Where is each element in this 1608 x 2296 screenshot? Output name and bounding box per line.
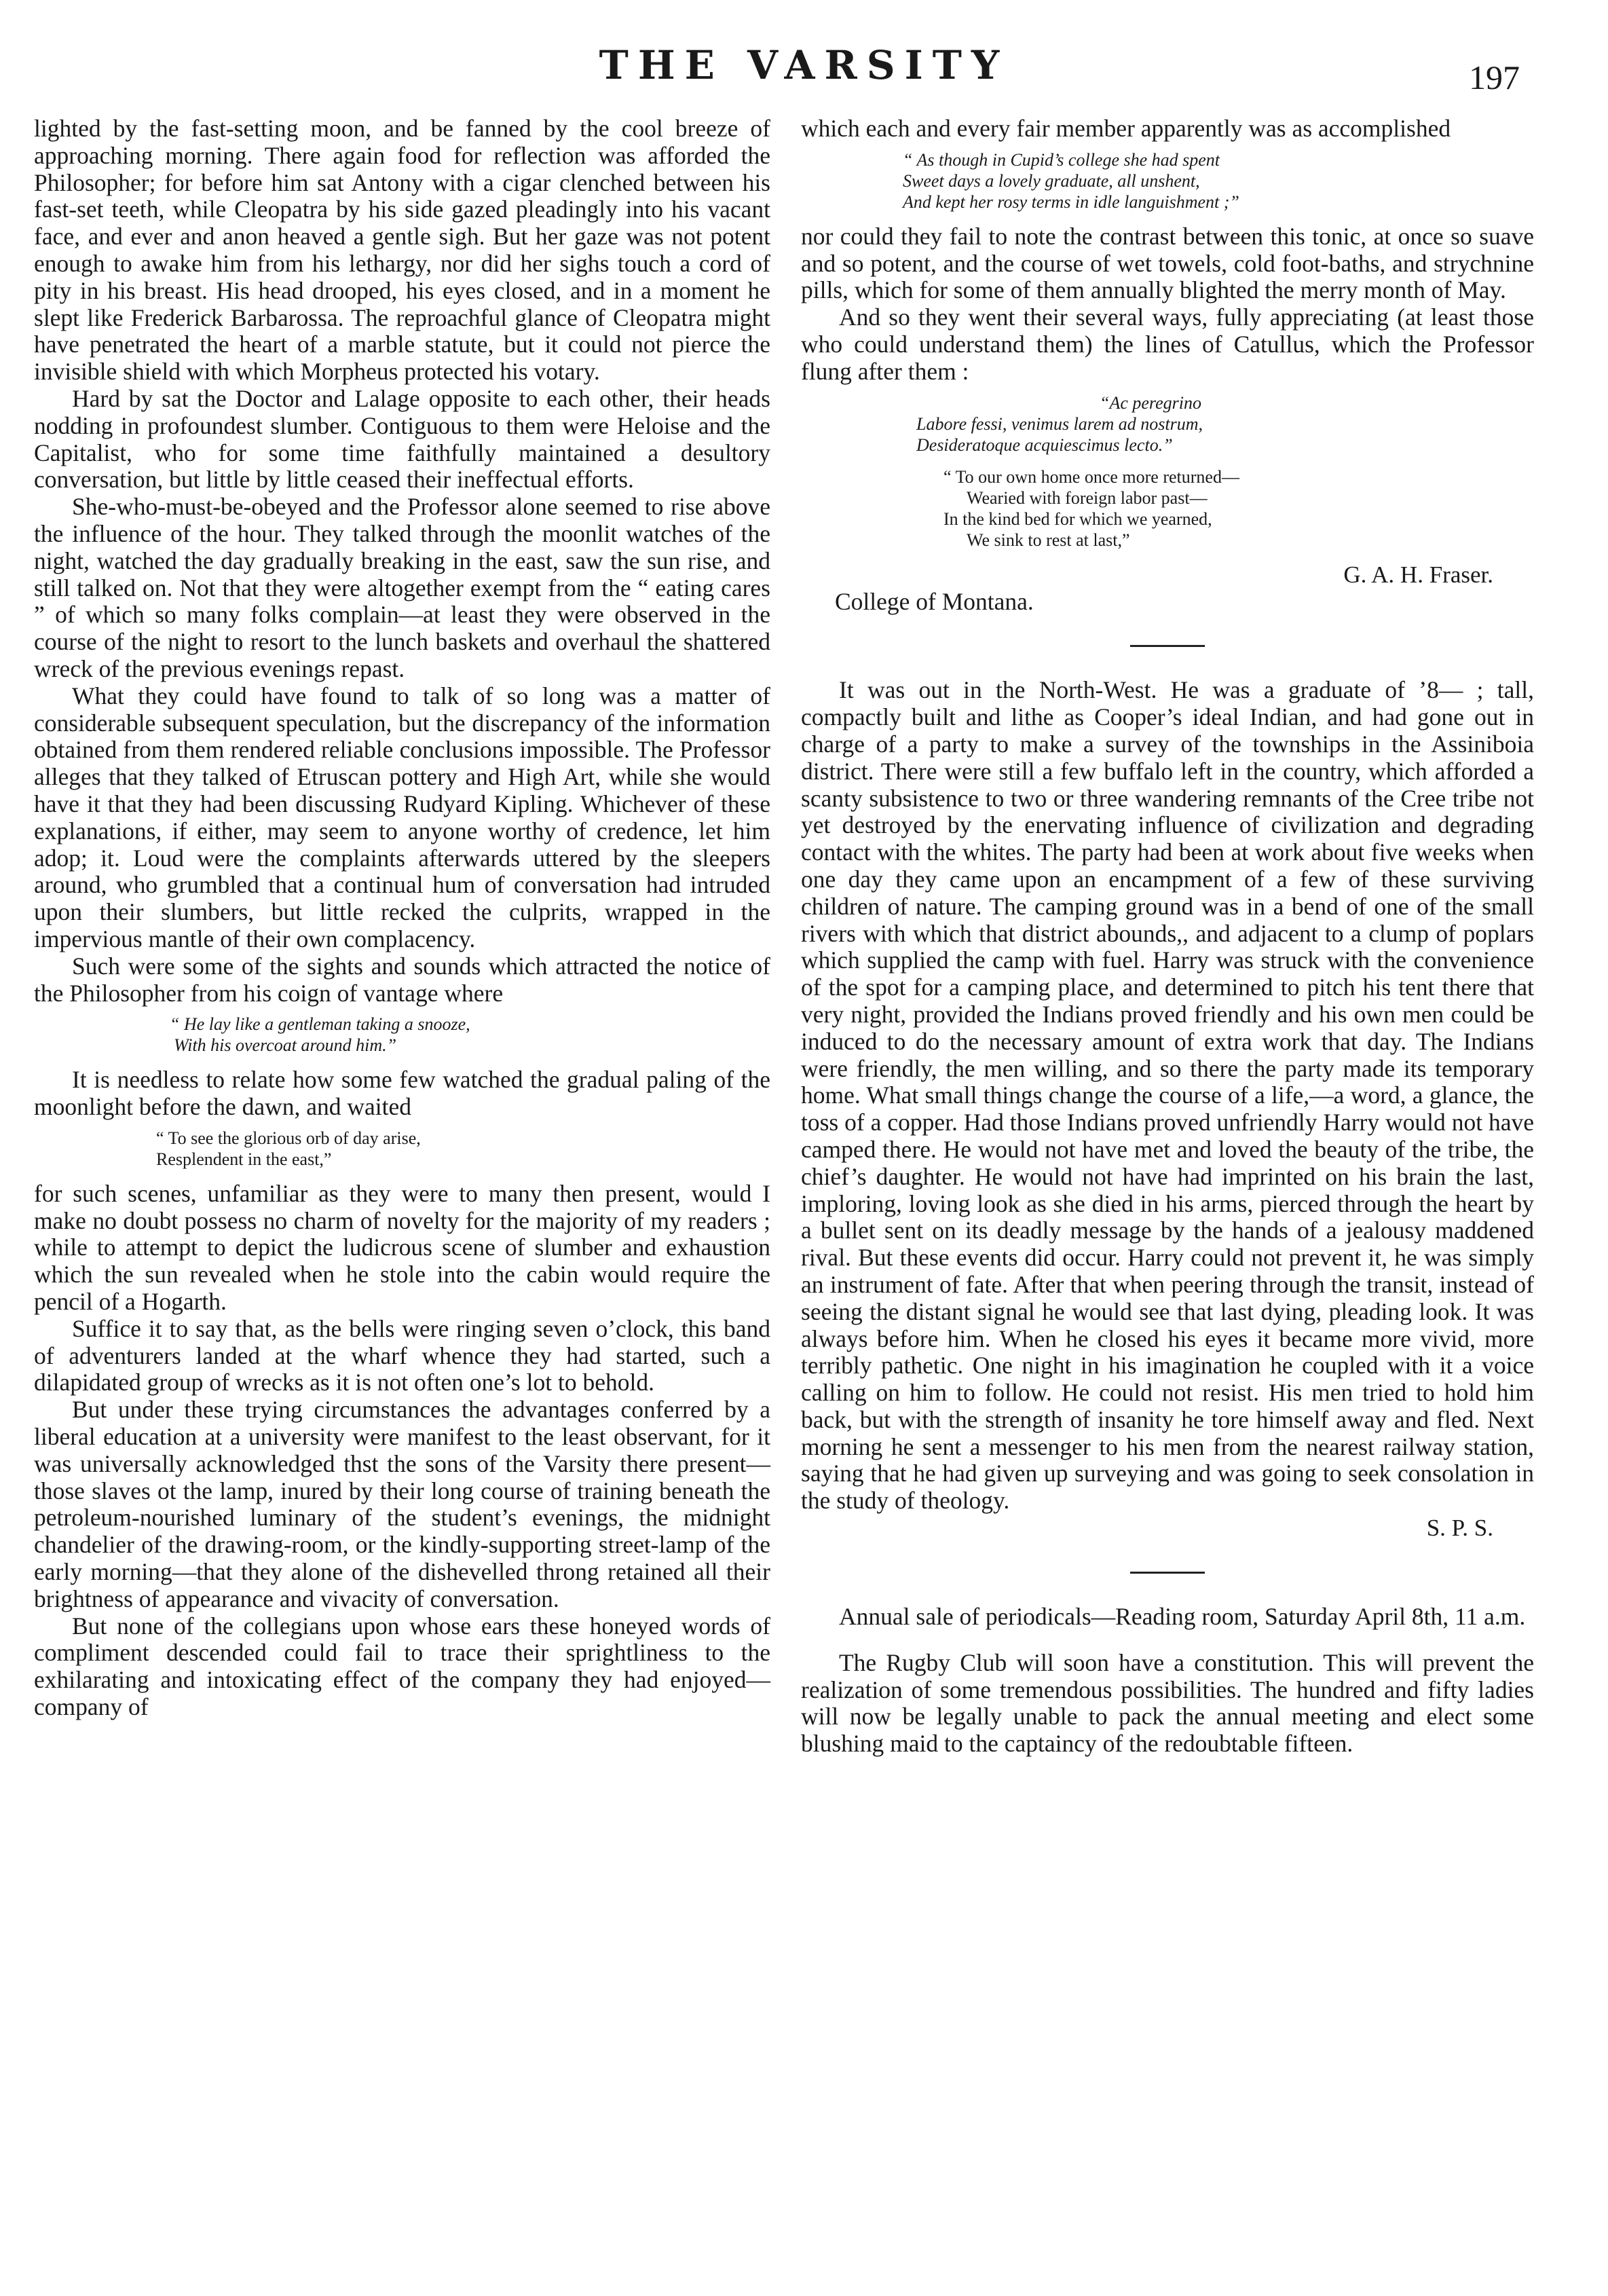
verse-line: “ To our own home once more returned— [943, 466, 1239, 487]
paragraph: which each and every fair member apparently was as accomplished [801, 115, 1451, 142]
verse-line: “ As though in Cupid’s college she had spent [903, 149, 1220, 170]
verse-line: With his overcoat around him.” [174, 1035, 397, 1056]
section-divider [1130, 645, 1205, 647]
latin-quote [916, 392, 1534, 456]
paragraph: She-who-must-be-obeyed and the Professor alone seemed to rise above the influence of the hour. They talked through the moonlit watches of the night, watched the day gradually breaking in the east, saw the sun rise, and still talked on. Not that they were altogether exempt from the “ eating cares ” of which so many folks complain—at least they were observed in the course of the night to resort to the lunch baskets and overhaul the shattered wreck of the previous evenings repast. [34, 493, 770, 682]
paragraph: It was out in the North-West. He was a graduate of ’8— ; tall, compactly built and lithe as Cooper’s ideal Indian, and had gone out in charge of a party to make a survey of the townships in the Assiniboia district. There were still a few buffalo left in the country, which afforded a scanty subsistence to two or three wandering remnants of the Cree tribe not yet destroyed by the enervating influence of civilization and degrading contact with the whites. The party had been at work about five weeks when one day they came upon an encampment of a few of these surviving children of nature. The camping ground was in a bend of one of the small rivers with which that district abounds,, and adjacent to a clump of poplars which supplied the camp with fuel. Harry was struck with the convenience of the spot for a camping place, and determined to pitch his tent there that very night, provided the Indians proved friendly and his own men could be induced to do the necessary amount of extra work that day. The Indians were friendly, the men willing, and so there the party made its temporary home. What small things change the course of a life,—a word, a glance, the toss of a copper. Had those Indians proved unfriendly Harry would not have camped there. He would not have met and loved the beauty of the tribe, the chief’s daughter. He would not have had imprinted on his brain the last, imploring, loving look as she died in his arms, pierced through the heart by a bullet sent on its deadly message by the hands of a jealousy maddened rival. But these events did occur. Harry could not prevent it, he was simply an instrument of fate. After that when peering through the transit, instead of seeing the distant signal he would see that last dying, pleading look. It was always before him. When he closed his eyes it became more vivid, more terribly pathetic. One night in his imagination he coupled with it a voice calling on him to follow. He could not resist. His men tried to hold him back, but with the strength of insanity he tore himself away and fled. Next morning he sent a messenger to his men from the nearest railway station, saying that he had given up surveying and was going to seek consolation in the study of theology. [801, 676, 1534, 1515]
verse-line: We sink to rest at last,” [967, 530, 1130, 550]
paragraph: lighted by the fast-setting moon, and be fanned by the cool breeze of approaching morning. There again food for reflection was afforded the Philosopher; for before him sat Antony with a cigar clenched between his fast-set teeth, while Cleopatra by his side gazed pleadingly into his vacant face, and ever and anon heaved a gentle sigh. But her gaze was not potent enough to awake him from his lethargy, nor did her sighs touch a cord of pity in his breast. His head drooped, his eyes closed, and in a moment he slept like Frederick Barbarossa. The reproachful glance of Cleopatra might have penetrated the heart of a marble statute, but it could not pierce the invisible shield with which Morpheus protected his votary. [34, 115, 770, 386]
paragraph: Such were some of the sights and sounds which attracted the notice of the Philosopher from his coign of vantage where [34, 952, 770, 1007]
translation-quote [943, 466, 1534, 551]
paragraph: Hard by sat the Doctor and Lalage opposite to each other, their heads nodding in profoundest slumber. Contiguous to them were Heloise and the Capitalist, who for some time faithfully maintained a desultory conversation, but little by little ceased their ineffectual efforts. [34, 384, 770, 494]
paragraph: And so they went their several ways, fully appreciating (at least those who could understand them) the lines of Catullus, which the Professor flung after them : [801, 303, 1534, 385]
paragraph: What they could have found to talk of so long was a matter of considerable subsequent speculation, but the discrepancy of the information obtained from them rendered reliable conclusions impossible. The Professor alleges that they talked of Etruscan pottery and High Art, while she would have it that they had been discussing Rudyard Kipling. Whichever of these explanations, if either, may seem to anyone worthy of credence, let him adop; it. Loud were the complaints afterwards uttered by the sleepers around, who grumbled that a continual hum of conversation had intruded upon their slumbers, but little recked the culprits, wrapped in the impervious mantle of their own complacency. [34, 682, 770, 952]
verse-line: In the kind bed for which we yearned, [943, 508, 1212, 529]
paragraph: But none of the collegians upon whose ears these honeyed words of compliment descended could fail to trace their sprightliness to the exhilarating and intoxicating effect of the company they had enjoyed—company of [34, 1612, 770, 1721]
verse-quote [156, 1128, 770, 1170]
verse-line: Wearied with foreign labor past— [967, 487, 1208, 508]
page-number: 197 [1469, 58, 1520, 96]
left-column [34, 115, 770, 1721]
paragraph: for such scenes, unfamiliar as they were to many then present, would I make no doubt possess no charm of novelty for the majority of my readers ; while to attempt to depict the ludicrous scene of slumber and exhaustion which the sun revealed when he stole into the cabin would require the pencil of a Hogarth. [34, 1179, 770, 1316]
verse-line: Labore fessi, venimus larem ad nostrum, [916, 413, 1203, 434]
verse-quote [170, 1014, 770, 1056]
verse-quote [903, 149, 1534, 212]
notice: The Rugby Club will soon have a constitution. This will prevent the realization of some tremendous possibilities. The hundred and fifty ladies will now be legally unable to pack the annual meeting and elect some blushing maid to the captaincy of the redoubtable fifteen. [801, 1648, 1534, 1758]
paragraph: Suffice it to say that, as the bells were ringing seven o’clock, this band of adventurers landed at the wharf whence they had started, such a dilapidated group of wrecks as it is not often one’s lot to behold. [34, 1314, 770, 1396]
verse-line: “ He lay like a gentleman taking a snooze, [170, 1014, 470, 1035]
verse-line: “Ac peregrino [1100, 392, 1201, 413]
paragraph: But under these trying circumstances the advantages conferred by a liberal education at a university were manifest to the least observant, for it was universally acknowledged thst the sons of the Varsity there present—those slaves ot the lamp, inured by their long course of training beneath the petroleum-nourished luminary of the student’s evenings, the midnight chandelier of the drawing-room, or the kindly-supporting street-lamp of the early morning—that they alone of the dishevelled throng retained all their brightness of appearance and vivacity of conversation. [34, 1396, 770, 1612]
author-signature: S. P. S. [1426, 1515, 1493, 1542]
notice: Annual sale of periodicals—Reading room, Saturday April 8th, 11 a.m. [839, 1603, 1526, 1631]
paragraph: It is needless to relate how some few watched the gradual paling of the moonlight before the dawn, and waited [34, 1066, 770, 1121]
verse-line: And kept her rosy terms in idle languishment ;” [903, 191, 1239, 212]
section-divider [1130, 1572, 1205, 1574]
verse-line: Resplendent in the east,” [156, 1149, 332, 1169]
paragraph: nor could they fail to note the contrast between this tonic, at once so suave and so potent, and the course of wet towels, cold foot-baths, and strychnine pills, which for some of them annually blighted the merry month of May. [801, 222, 1534, 304]
author-signature: G. A. H. Fraser. [1343, 561, 1493, 588]
verse-line: “ To see the glorious orb of day arise, [156, 1128, 421, 1148]
right-column [801, 115, 1534, 1758]
masthead-title: THE VARSITY [599, 42, 1009, 88]
affiliation: College of Montana. [835, 587, 1034, 615]
verse-line: Sweet days a lovely graduate, all unshent, [903, 170, 1200, 191]
verse-line: Desideratoque acquiescimus lecto.” [916, 434, 1173, 455]
